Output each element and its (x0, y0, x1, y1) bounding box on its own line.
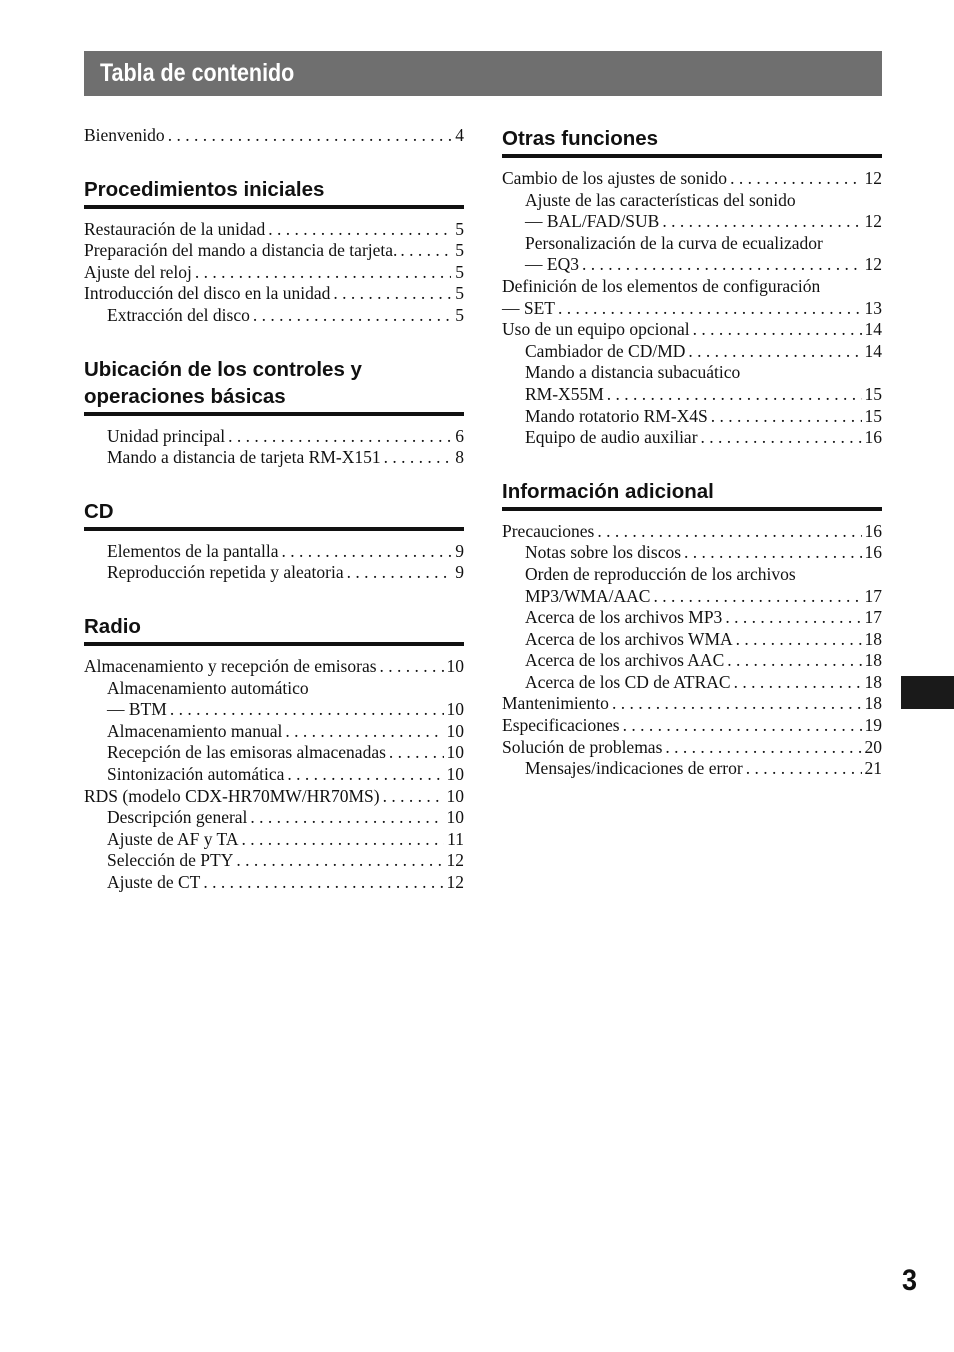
toc-entry-title: Selección de PTY (107, 850, 234, 871)
toc-entry (502, 341, 882, 363)
toc-entry (84, 262, 464, 284)
toc-entry (502, 629, 882, 651)
toc-entry-title: Equipo de audio auxiliar (525, 427, 698, 448)
toc-entry (502, 586, 882, 608)
toc-entry-title: Cambiador de CD/MD (525, 340, 686, 361)
toc-entry (84, 541, 464, 563)
toc-page-number: 16 (864, 542, 882, 563)
toc-entry (502, 521, 882, 543)
toc-entry (502, 254, 882, 276)
dot-leader (582, 254, 862, 276)
toc-page-number: 12 (864, 211, 882, 232)
toc-entry-row (84, 764, 464, 786)
dot-leader (653, 586, 861, 608)
dot-leader (607, 384, 862, 406)
dot-leader (701, 427, 862, 449)
toc-page-number: 20 (864, 736, 882, 757)
dot-leader (250, 807, 443, 829)
toc-entry-row (84, 447, 464, 469)
toc-entry-title: Recepción de las emisoras almacenadas (107, 742, 386, 763)
toc-page-number: 6 (455, 425, 464, 446)
toc-entry-title: Ajuste del reloj (84, 261, 192, 282)
toc-entry-title: — BTM (107, 699, 167, 720)
toc-entry (84, 426, 464, 448)
toc-page-number: 12 (446, 871, 464, 892)
toc-entry-title: — EQ3 (525, 254, 579, 275)
toc-entry-row (502, 521, 882, 543)
toc-page-number: 5 (455, 218, 464, 239)
toc-entry-row (502, 319, 882, 341)
toc-entry (84, 764, 464, 786)
toc-entry-row (84, 283, 464, 305)
dot-leader (228, 426, 451, 448)
toc-page-number: 13 (864, 297, 882, 318)
dot-leader (384, 447, 451, 469)
toc-entry (84, 678, 464, 700)
dot-leader (662, 211, 861, 233)
toc-entry-row (84, 656, 464, 678)
toc-page-number: 5 (455, 283, 464, 304)
toc-section (84, 176, 464, 327)
toc-entry-title: Uso de un equipo opcional (502, 319, 690, 340)
toc-entry-row (502, 427, 882, 449)
toc-entry (502, 276, 882, 298)
toc-entry-row (84, 262, 464, 284)
page-title: Tabla de contenido (100, 59, 295, 87)
toc-page-number: 10 (446, 699, 464, 720)
toc-entry-row (84, 426, 464, 448)
dot-leader (734, 672, 862, 694)
toc-entry-title: Mando rotatorio RM-X4S (525, 405, 708, 426)
toc-entry (84, 786, 464, 808)
toc-entry-row (502, 168, 882, 190)
toc-section (502, 125, 882, 449)
toc-entry-row (84, 541, 464, 563)
dot-leader (253, 305, 451, 327)
section-spacer (502, 449, 882, 478)
toc-page-number: 15 (864, 405, 882, 426)
toc-entry-title: Notas sobre los discos (525, 542, 682, 563)
dot-leader (623, 715, 862, 737)
dot-leader (287, 764, 443, 786)
toc-page-number: 18 (864, 693, 882, 714)
section-heading: Radio (84, 613, 464, 646)
toc-page-number: 17 (864, 585, 882, 606)
toc-entry-row (502, 629, 882, 651)
toc-entry-title: Personalización de la curva de ecualizador (525, 232, 823, 253)
toc-entry-title: Almacenamiento y recepción de emisoras (84, 655, 377, 676)
toc-entry (502, 362, 882, 384)
toc-section (84, 125, 464, 147)
dot-leader (333, 283, 451, 305)
toc-page-number: 5 (455, 304, 464, 325)
toc-entry (502, 211, 882, 233)
toc-entry-title: Mensajes/indicaciones de error (525, 758, 743, 779)
toc-page-number: 9 (455, 562, 464, 583)
toc-entry-title: Precauciones (502, 520, 595, 541)
toc-page-number: 11 (447, 828, 464, 849)
dot-leader (597, 521, 861, 543)
toc-right-column (502, 125, 882, 780)
toc-entry-row (502, 586, 882, 608)
toc-entry-row (84, 742, 464, 764)
toc-entry (84, 699, 464, 721)
toc-entry-title: MP3/WMA/AAC (525, 585, 651, 606)
toc-entry-title: Almacenamiento manual (107, 720, 283, 741)
page-number: 3 (902, 1264, 918, 1297)
section-heading: Información adicional (502, 478, 882, 511)
toc-entry (502, 672, 882, 694)
toc-entry-title: Extracción del disco (107, 304, 250, 325)
toc-entry-title: Mando a distancia de tarjeta RM-X151 (107, 447, 381, 468)
toc-entry-title: Acerca de los CD de ATRAC (525, 671, 731, 692)
toc-entry (502, 564, 882, 586)
toc-entry (84, 829, 464, 851)
toc-entry-row (84, 562, 464, 584)
toc-entry (502, 298, 882, 320)
toc-entry (84, 742, 464, 764)
toc-entry-row (502, 693, 882, 715)
toc-page-number: 18 (864, 650, 882, 671)
toc-entry (84, 872, 464, 894)
dot-leader (693, 319, 862, 341)
toc-entry-row (502, 406, 882, 428)
toc-entry-title: Especificaciones (502, 715, 620, 736)
toc-entry-row (84, 721, 464, 743)
toc-page-number: 21 (864, 758, 882, 779)
toc-page-number: 14 (864, 340, 882, 361)
dot-leader (727, 650, 861, 672)
toc-page-number: 18 (864, 671, 882, 692)
toc-entry (502, 319, 882, 341)
section-spacer (84, 147, 464, 176)
toc-entry-row (502, 672, 882, 694)
toc-entry-title: Sintonización automática (107, 763, 285, 784)
toc-page-number: 14 (864, 319, 882, 340)
toc-entry-title: Unidad principal (107, 425, 226, 446)
toc-page-number: 10 (446, 742, 464, 763)
toc-entry-title: Preparación del mando a distancia de tarjeta. (84, 240, 398, 261)
toc-entry-title: Restauración de la unidad (84, 218, 266, 239)
toc-entry-row (502, 341, 882, 363)
toc-page-number: 16 (864, 427, 882, 448)
toc-entry-row (502, 384, 882, 406)
toc-entry (502, 168, 882, 190)
toc-entry-row (502, 254, 882, 276)
toc-entry (502, 427, 882, 449)
dot-leader (558, 298, 862, 320)
toc-entry-row (84, 219, 464, 241)
dot-leader (268, 219, 451, 241)
toc-page-number: 4 (455, 125, 464, 145)
dot-leader (688, 341, 861, 363)
toc-entry-title: RDS (modelo CDX-HR70MW/HR70MS) (84, 785, 380, 806)
dot-leader (665, 737, 861, 759)
toc-entry-title: Acerca de los archivos AAC (525, 650, 725, 671)
toc-page-number: 9 (455, 540, 464, 561)
toc-page-number: 19 (864, 715, 882, 736)
toc-entry-title: Elementos de la pantalla (107, 540, 279, 561)
toc-entry-title: Mando a distancia subacuático (525, 362, 741, 383)
section-heading: CD (84, 498, 464, 531)
toc-entry-title: Acerca de los archivos WMA (525, 628, 733, 649)
toc-entry-row (502, 715, 882, 737)
toc-entry (502, 233, 882, 255)
dot-leader (203, 872, 443, 894)
toc-entry-row (84, 829, 464, 851)
toc-entry (502, 650, 882, 672)
toc-entry-title: Descripción general (107, 807, 248, 828)
toc-page-number: 10 (446, 785, 464, 806)
title-banner (84, 51, 882, 96)
toc-entry-row (84, 240, 464, 262)
toc-entry-row (502, 650, 882, 672)
toc-entry (502, 715, 882, 737)
toc-entry-title: Cambio de los ajustes de sonido (502, 168, 728, 188)
toc-entry-title: Ajuste de AF y TA (107, 828, 239, 849)
toc-page-number: 17 (864, 607, 882, 628)
toc-entry (84, 305, 464, 327)
section-heading: Otras funciones (502, 125, 882, 158)
toc-page-number: 10 (446, 763, 464, 784)
toc-entry-row (502, 758, 882, 780)
toc-page-number: 12 (446, 850, 464, 871)
toc-entry (502, 542, 882, 564)
toc-section (84, 498, 464, 584)
toc-entry-row (84, 807, 464, 829)
dot-leader (236, 850, 443, 872)
toc-entry-row (84, 850, 464, 872)
toc-page-number: 10 (446, 720, 464, 741)
toc-entry (502, 758, 882, 780)
toc-entry (502, 607, 882, 629)
toc-entry (84, 721, 464, 743)
toc-page-number: 5 (455, 240, 464, 261)
dot-leader (746, 758, 862, 780)
toc-entry-row (502, 737, 882, 759)
toc-page-number: 5 (455, 261, 464, 282)
toc-page-number: 18 (864, 628, 882, 649)
toc-entry-row (84, 125, 464, 147)
toc-entry-row (502, 542, 882, 564)
section-heading: Procedimientos iniciales (84, 176, 464, 209)
toc-entry (84, 283, 464, 305)
toc-entry (84, 447, 464, 469)
dot-leader (241, 829, 444, 851)
toc-entry (84, 807, 464, 829)
toc-entry-row (84, 786, 464, 808)
toc-entry-title: Introducción del disco en la unidad (84, 283, 331, 304)
dot-leader (612, 693, 862, 715)
toc-section (502, 478, 882, 780)
toc-entry-row (84, 872, 464, 894)
toc-entry (84, 219, 464, 241)
toc-entry (84, 240, 464, 262)
dot-leader (170, 699, 444, 721)
toc-entry-title: Ajuste de las características del sonido (525, 189, 796, 210)
toc-entry-title: Reproducción repetida y aleatoria (107, 562, 344, 583)
toc-entry (502, 384, 882, 406)
toc-entry-title: Solución de problemas (502, 736, 663, 757)
section-spacer (84, 469, 464, 498)
toc-section (84, 613, 464, 894)
toc-entry-row (502, 211, 882, 233)
dot-leader (711, 406, 862, 428)
toc-page-number: 10 (446, 807, 464, 828)
toc-entry-row (502, 607, 882, 629)
toc-entry (502, 693, 882, 715)
toc-entry-title: — SET (502, 297, 555, 318)
toc-page-number: 8 (455, 447, 464, 468)
dot-leader (730, 168, 861, 190)
toc-entry-title: Mantenimiento (502, 693, 609, 714)
toc-entry-row (84, 305, 464, 327)
toc-entry-title: Almacenamiento automático (107, 677, 309, 698)
toc-entry (84, 125, 464, 147)
toc-page-number: 15 (864, 383, 882, 404)
toc-entry-title: Ajuste de CT (107, 871, 201, 892)
toc-entry (502, 190, 882, 212)
dot-leader (380, 656, 444, 678)
toc-entry (502, 737, 882, 759)
section-tab-marker (901, 676, 954, 709)
toc-page-number: 10 (446, 655, 464, 676)
dot-leader (195, 262, 451, 284)
toc-entry-title: Bienvenido (84, 125, 165, 145)
toc-page-number: 16 (864, 520, 882, 541)
dot-leader (684, 542, 861, 564)
toc-page-number: 12 (864, 254, 882, 275)
dot-leader (347, 562, 451, 584)
toc-entry (84, 562, 464, 584)
dot-leader (282, 541, 451, 563)
dot-leader (383, 786, 444, 808)
dot-leader (736, 629, 862, 651)
section-heading: Ubicación de los controles y operaciones básicas (84, 356, 464, 416)
toc-entry-title: Definición de los elementos de configuración (502, 275, 821, 296)
toc-entry-row (84, 699, 464, 721)
section-spacer (84, 327, 464, 356)
toc-left-column (84, 125, 464, 893)
toc-entry-title: — BAL/FAD/SUB (525, 211, 660, 232)
toc-entry-title: RM-X55M (525, 383, 604, 404)
toc-entry-row (502, 298, 882, 320)
dot-leader (400, 240, 451, 262)
toc-entry (502, 406, 882, 428)
dot-leader (168, 125, 451, 147)
dot-leader (389, 742, 444, 764)
toc-page-number: 12 (864, 168, 882, 188)
dot-leader (725, 607, 861, 629)
dot-leader (285, 721, 443, 743)
toc-section (84, 356, 464, 469)
toc-entry (84, 656, 464, 678)
toc-entry-title: Orden de reproducción de los archivos (525, 563, 796, 584)
section-spacer (84, 584, 464, 613)
toc-entry-title: Acerca de los archivos MP3 (525, 607, 723, 628)
toc-entry (84, 850, 464, 872)
